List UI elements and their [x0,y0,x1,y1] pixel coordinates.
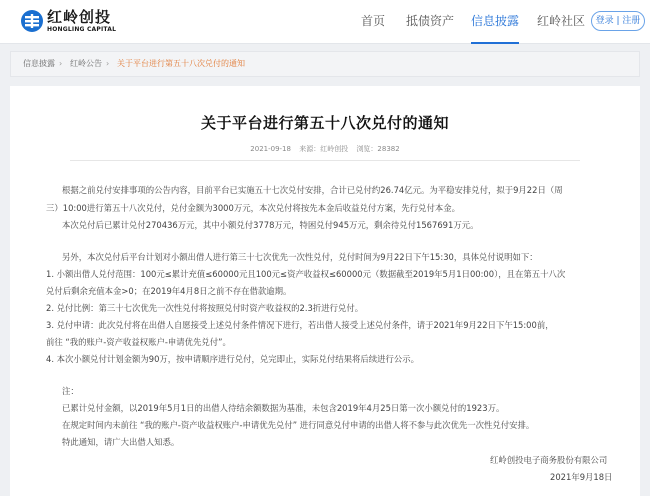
breadcrumb-current: 关于平台进行第五十八次兑付的通知 [117,59,245,68]
signature: 红岭创投电子商务股份有限公司 [490,455,608,465]
paragraph-line: 根据之前兑付安排事项的公告内容，目前平台已实施五十七次兑付安排，合计已兑付约26.74亿元。为平稳安排兑付，拟于9月22日（周 [62,185,563,195]
article-meta [10,144,640,154]
note-line: 在规定时间内未前往 “我的账户-资产收益权账户-申请优先兑付” 进行同意兑付申请的出借人将不参与此次优先一次性兑付安排。 [62,420,535,430]
article-source: 来源：红岭创投 [299,145,349,153]
paragraph-line: 前往 “我的账户-资产收益权账户-申请优先兑付”。 [46,337,231,347]
breadcrumb-info-disclosure[interactable]: 信息披露 [23,59,55,68]
breadcrumb-separator: › [59,59,63,68]
paragraph-line: 4. 本次小额兑付计划金额为90万，按申请顺序进行兑付，兑完即止，实际兑付结果将后续进行公示。 [46,354,420,364]
note-heading: 注： [62,386,79,396]
paragraph-line: 三）10:00进行第五十八次兑付，兑付金额为3000万元，本次兑付将按先本金后收益兑付方案，先行兑付本金。 [46,203,460,213]
breadcrumb-separator: › [106,59,110,68]
nav-info-disclosure[interactable]: 信息披露 [471,0,519,44]
logo-text-cn: 红岭创投 [47,8,112,26]
logo[interactable] [20,8,120,36]
paragraph-line: 本次兑付后已累计兑付270436万元，其中小额兑付3778万元，特困兑付945万元，剩余待兑付1567691万元。 [62,220,479,230]
logo-mark-icon [20,9,44,33]
paragraph-line: 2. 兑付比例：第三十七次优先一次性兑付将按照兑付时资产收益权的2.3折进行兑付。 [46,303,364,313]
breadcrumb [10,51,640,77]
logo-text-en: HONGLING CAPITAL [47,26,117,33]
note-line: 特此通知，请广大出借人知悉。 [62,437,180,447]
sign-date: 2021年9月18日 [550,472,613,482]
breadcrumb-announcements[interactable]: 红岭公告 [70,59,102,68]
top-header [0,0,650,44]
paragraph-line: 兑付后剩余充值本金>0；在2019年4月8日之前不存在借款逾期。 [46,286,292,296]
paragraph-line: 1. 小额出借人兑付范围：100元≤累计充值≤60000元且100元≤资产收益权≤60000元（数据截至2019年5月1日00:00），且在第五十八次 [46,269,566,279]
article-views: 浏览：28382 [356,145,400,153]
paragraph-line: 3. 兑付申请：此次兑付将在出借人自愿接受上述兑付条件情况下进行，若出借人接受上述兑付条件，请于2021年9月22日下午15:00前， [46,320,554,330]
article-title: 关于平台进行第五十八次兑付的通知 [200,114,449,132]
nav-community[interactable]: 红岭社区 [537,14,586,28]
nav-home[interactable]: 首页 [361,14,386,28]
paragraph-line: 另外，本次兑付后平台计划对小额出借人进行第三十七次优先一次性兑付，兑付时间为9月22日下午15:30，具体兑付说明如下： [62,252,538,262]
note-line: 已累计兑付金额，以2019年5月1日的出借人待结余额数据为基准，未包含2019年4月25日第一次小额兑付的1923万。 [62,403,505,413]
article-card [10,86,640,496]
login-register-button[interactable]: 登录 | 注册 [591,11,645,31]
article-date: 2021-09-18 [250,145,291,153]
nav-debt-assets[interactable]: 抵债资产 [406,14,455,28]
title-divider [70,160,580,161]
